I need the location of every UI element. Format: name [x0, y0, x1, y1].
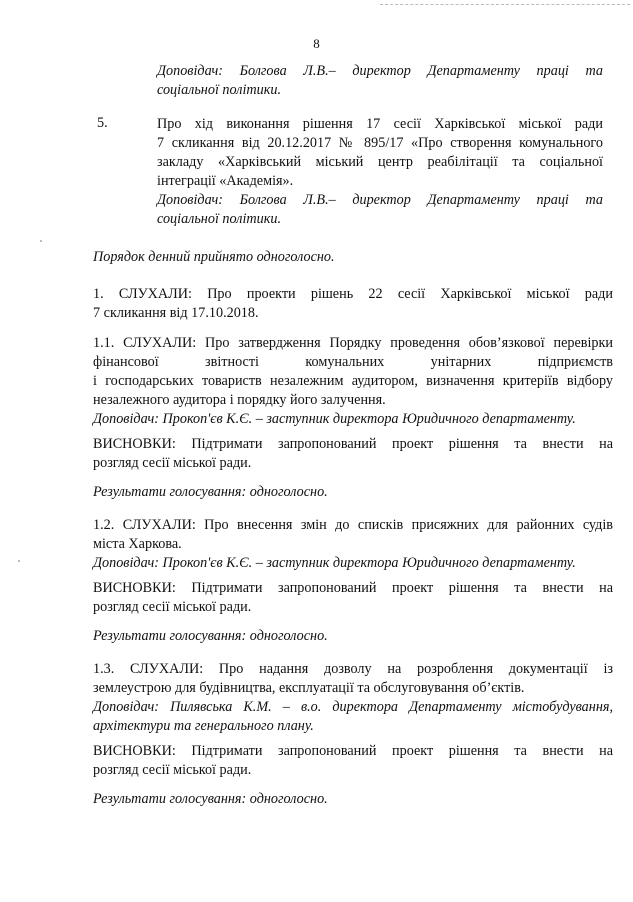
- item4-reporter: [157, 62, 603, 100]
- s13-reporter-line1: Доповідач: Пилявська К.М. – в.о. директора Департаменту містобудування,: [93, 699, 613, 715]
- scan-edge-line: [380, 4, 630, 5]
- item5-line: закладу «Харківський міський центр реабілітації та соціальної: [157, 154, 603, 170]
- s11-conclusion: [93, 435, 613, 473]
- s12-conclusion-line2: розгляд сесії міської ради.: [93, 599, 252, 615]
- item4-reporter-line1: Доповідач: Болгова Л.В.– директор Департаменту праці та: [157, 63, 603, 79]
- s11-vote: Результати голосування: одноголосно.: [93, 484, 328, 500]
- section1-heard: [93, 285, 613, 323]
- s13-vote: Результати голосування: одноголосно.: [93, 791, 328, 807]
- s13-heard: [93, 660, 613, 736]
- s11-line2: фінансової звітності комунальних унітарних підприємств: [93, 354, 613, 370]
- s12-vote: Результати голосування: одноголосно.: [93, 628, 328, 644]
- s11-conclusion-line2: розгляд сесії міської ради.: [93, 455, 252, 471]
- agenda-adopted: Порядок денний прийнято одноголосно.: [93, 249, 335, 265]
- item5-line: інтеграції «Академія».: [157, 173, 294, 189]
- item5-line: 7 скликання від 20.12.2017 № 895/17 «Про створення комунального: [157, 135, 603, 151]
- scan-speck: [40, 240, 42, 242]
- s12-heard: [93, 516, 613, 573]
- s12-conclusion: [93, 579, 613, 617]
- s13-conclusion-line1: ВИСНОВКИ: Підтримати запропонований проект рішення та внести на: [93, 743, 613, 759]
- page-number: 8: [313, 36, 320, 51]
- s13-conclusion-line2: розгляд сесії міської ради.: [93, 762, 252, 778]
- item5-number: 5.: [97, 115, 108, 131]
- item5-reporter-line2: соціальної політики.: [157, 211, 282, 227]
- s11-line3: і господарських товариств незалежним аудитором, визначення критеріїв відбору: [93, 373, 613, 389]
- s12-line1: 1.2. СЛУХАЛИ: Про внесення змін до списків присяжних для районних судів: [93, 517, 613, 533]
- item5-text: [157, 115, 603, 229]
- s12-reporter: Доповідач: Прокоп'єв К.Є. – заступник директора Юридичного департаменту.: [93, 555, 576, 571]
- s11-line4: незалежного аудитора і порядку його залучення.: [93, 392, 386, 408]
- s13-line2: землеустрою для будівництва, експлуатації та обслуговування об’єктів.: [93, 680, 525, 696]
- s13-conclusion: [93, 742, 613, 780]
- section1-line1: 1. СЛУХАЛИ: Про проекти рішень 22 сесії Харківської міської ради: [93, 286, 613, 302]
- section1-line2: 7 скликання від 17.10.2018.: [93, 305, 259, 321]
- s11-reporter: Доповідач: Прокоп'єв К.Є. – заступник директора Юридичного департаменту.: [93, 411, 576, 427]
- s11-line1: 1.1. СЛУХАЛИ: Про затвердження Порядку проведення обов’язкової перевірки: [93, 335, 613, 351]
- s13-line1: 1.3. СЛУХАЛИ: Про надання дозволу на розроблення документації із: [93, 661, 613, 677]
- s13-reporter-line2: архітектури та генерального плану.: [93, 718, 314, 734]
- s11-heard: [93, 334, 613, 429]
- item5-reporter-line1: Доповідач: Болгова Л.В.– директор Департаменту праці та: [157, 192, 603, 208]
- s11-conclusion-line1: ВИСНОВКИ: Підтримати запропонований проект рішення та внести на: [93, 436, 613, 452]
- scan-speck: [18, 560, 20, 562]
- item5-line: Про хід виконання рішення 17 сесії Харківської міської ради: [157, 116, 603, 132]
- item4-reporter-line2: соціальної політики.: [157, 82, 282, 98]
- s12-conclusion-line1: ВИСНОВКИ: Підтримати запропонований проект рішення та внести на: [93, 580, 613, 596]
- s12-line2: міста Харкова.: [93, 536, 182, 552]
